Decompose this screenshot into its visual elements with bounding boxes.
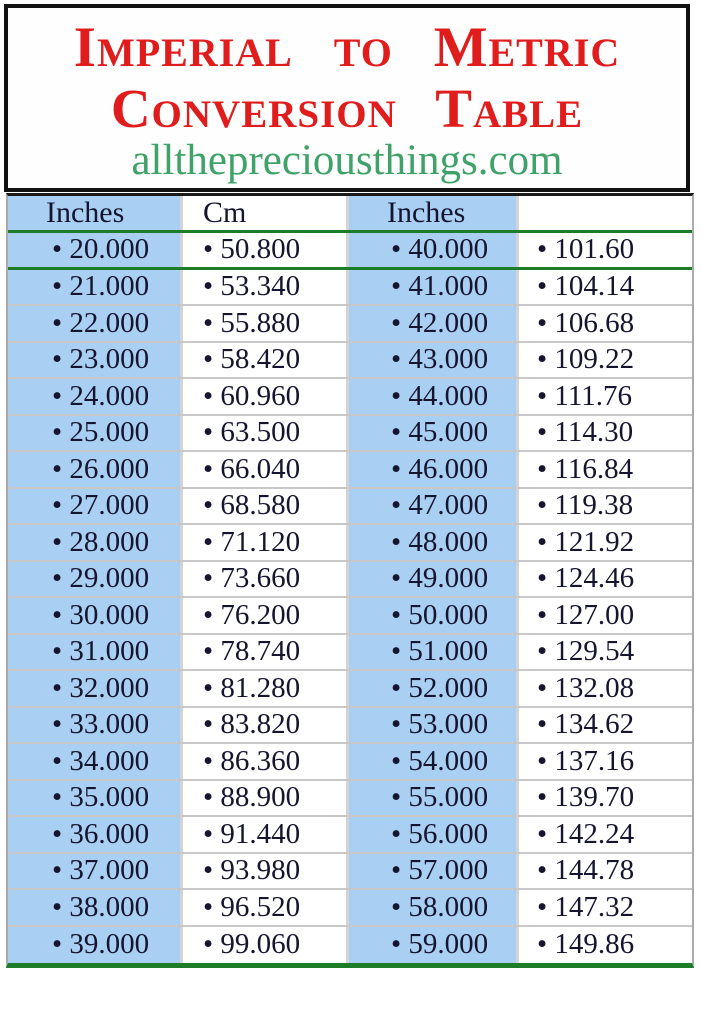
inches-cell-right: • 51.000 [346, 635, 516, 670]
table-row [8, 489, 692, 526]
cm-cell-left: • 60.960 [180, 379, 346, 414]
inches-cell-right: • 41.000 [346, 270, 516, 305]
cm-cell-right: • 147.32 [516, 890, 692, 925]
inches-cell-right: • 43.000 [346, 343, 516, 378]
inches-cell-left: • 32.000 [8, 671, 180, 706]
inches-cell-left: • 34.000 [8, 744, 180, 779]
table-row [8, 635, 692, 672]
inches-cell-left: • 35.000 [8, 781, 180, 816]
table-row [8, 708, 692, 745]
table-row [8, 781, 692, 818]
inches-cell-left: • 36.000 [8, 817, 180, 852]
cm-cell-right: • 109.22 [516, 343, 692, 378]
cm-cell-right: • 116.84 [516, 452, 692, 487]
cm-cell-left: • 53.340 [180, 270, 346, 305]
inches-cell-right: • 50.000 [346, 598, 516, 633]
cm-cell-right: • 139.70 [516, 781, 692, 816]
table-row [8, 270, 692, 307]
cm-cell-left: • 81.280 [180, 671, 346, 706]
inches-cell-left: • 38.000 [8, 890, 180, 925]
inches-cell-left: • 24.000 [8, 379, 180, 414]
inches-cell-left: • 39.000 [8, 927, 180, 964]
inches-cell-left: • 21.000 [8, 270, 180, 305]
inches-cell-right: • 49.000 [346, 562, 516, 597]
inches-cell-right: • 42.000 [346, 306, 516, 341]
title-line-2: Conversion Table [110, 77, 584, 139]
cm-cell-left: • 91.440 [180, 817, 346, 852]
table-row [8, 927, 692, 964]
inches-cell-right: • 59.000 [346, 927, 516, 964]
cm-cell-right: • 149.86 [516, 927, 692, 964]
inches-cell-right: • 47.000 [346, 489, 516, 524]
cm-cell-left: • 76.200 [180, 598, 346, 633]
cm-cell-left: • 68.580 [180, 489, 346, 524]
cm-cell-right: • 101.60 [516, 233, 692, 267]
cm-cell-right: • 144.78 [516, 854, 692, 889]
cm-cell-left: • 66.040 [180, 452, 346, 487]
cm-cell-left: • 96.520 [180, 890, 346, 925]
table-row [8, 525, 692, 562]
cm-cell-left: • 50.800 [180, 233, 346, 267]
cm-cell-left: • 86.360 [180, 744, 346, 779]
table-row [8, 379, 692, 416]
table-header-row [8, 196, 692, 233]
conversion-table [6, 193, 694, 968]
cm-cell-right: • 129.54 [516, 635, 692, 670]
cm-cell-right: • 104.14 [516, 270, 692, 305]
cm-cell-left: • 83.820 [180, 708, 346, 743]
inches-cell-left: • 22.000 [8, 306, 180, 341]
inches-cell-right: • 56.000 [346, 817, 516, 852]
table-row [8, 452, 692, 489]
column-header-inches-right: Inches [346, 196, 516, 230]
cm-cell-right: • 121.92 [516, 525, 692, 560]
cm-cell-left: • 71.120 [180, 525, 346, 560]
inches-cell-left: • 20.000 [8, 233, 180, 267]
inches-cell-left: • 28.000 [8, 525, 180, 560]
table-row [8, 416, 692, 453]
column-header-cm-left: Cm [180, 196, 346, 230]
cm-cell-left: • 93.980 [180, 854, 346, 889]
cm-cell-right: • 124.46 [516, 562, 692, 597]
cm-cell-right: • 134.62 [516, 708, 692, 743]
inches-cell-right: • 40.000 [346, 233, 516, 267]
cm-cell-right: • 142.24 [516, 817, 692, 852]
table-row [8, 343, 692, 380]
inches-cell-left: • 37.000 [8, 854, 180, 889]
inches-cell-right: • 44.000 [346, 379, 516, 414]
inches-cell-left: • 30.000 [8, 598, 180, 633]
cm-cell-left: • 55.880 [180, 306, 346, 341]
inches-cell-left: • 29.000 [8, 562, 180, 597]
inches-cell-right: • 57.000 [346, 854, 516, 889]
inches-cell-left: • 25.000 [8, 416, 180, 451]
inches-cell-left: • 26.000 [8, 452, 180, 487]
table-row [8, 854, 692, 891]
table-row [8, 562, 692, 599]
cm-cell-right: • 132.08 [516, 671, 692, 706]
inches-cell-right: • 52.000 [346, 671, 516, 706]
cm-cell-right: • 127.00 [516, 598, 692, 633]
inches-cell-left: • 33.000 [8, 708, 180, 743]
inches-cell-left: • 31.000 [8, 635, 180, 670]
cm-cell-left: • 58.420 [180, 343, 346, 378]
inches-cell-right: • 48.000 [346, 525, 516, 560]
column-header-cm-right [516, 196, 692, 230]
title-line-1: Imperial to Metric [73, 16, 621, 79]
table-body [8, 233, 692, 963]
cm-cell-left: • 73.660 [180, 562, 346, 597]
cm-cell-right: • 106.68 [516, 306, 692, 341]
table-row [8, 671, 692, 708]
cm-cell-left: • 88.900 [180, 781, 346, 816]
inches-cell-right: • 54.000 [346, 744, 516, 779]
inches-cell-right: • 46.000 [346, 452, 516, 487]
title-card [4, 4, 690, 192]
cm-cell-left: • 78.740 [180, 635, 346, 670]
inches-cell-right: • 58.000 [346, 890, 516, 925]
table-row [8, 306, 692, 343]
inches-cell-left: • 23.000 [8, 343, 180, 378]
column-header-inches-left: Inches [8, 196, 180, 230]
inches-cell-left: • 27.000 [8, 489, 180, 524]
inches-cell-right: • 55.000 [346, 781, 516, 816]
inches-cell-right: • 53.000 [346, 708, 516, 743]
cm-cell-right: • 119.38 [516, 489, 692, 524]
cm-cell-left: • 99.060 [180, 927, 346, 964]
cm-cell-right: • 114.30 [516, 416, 692, 451]
cm-cell-right: • 111.76 [516, 379, 692, 414]
table-row [8, 890, 692, 927]
inches-cell-right: • 45.000 [346, 416, 516, 451]
table-row [8, 817, 692, 854]
table-row [8, 233, 692, 270]
table-row [8, 598, 692, 635]
table-row [8, 744, 692, 781]
cm-cell-right: • 137.16 [516, 744, 692, 779]
website-url: allthepreciousthings.com [131, 136, 563, 184]
cm-cell-left: • 63.500 [180, 416, 346, 451]
